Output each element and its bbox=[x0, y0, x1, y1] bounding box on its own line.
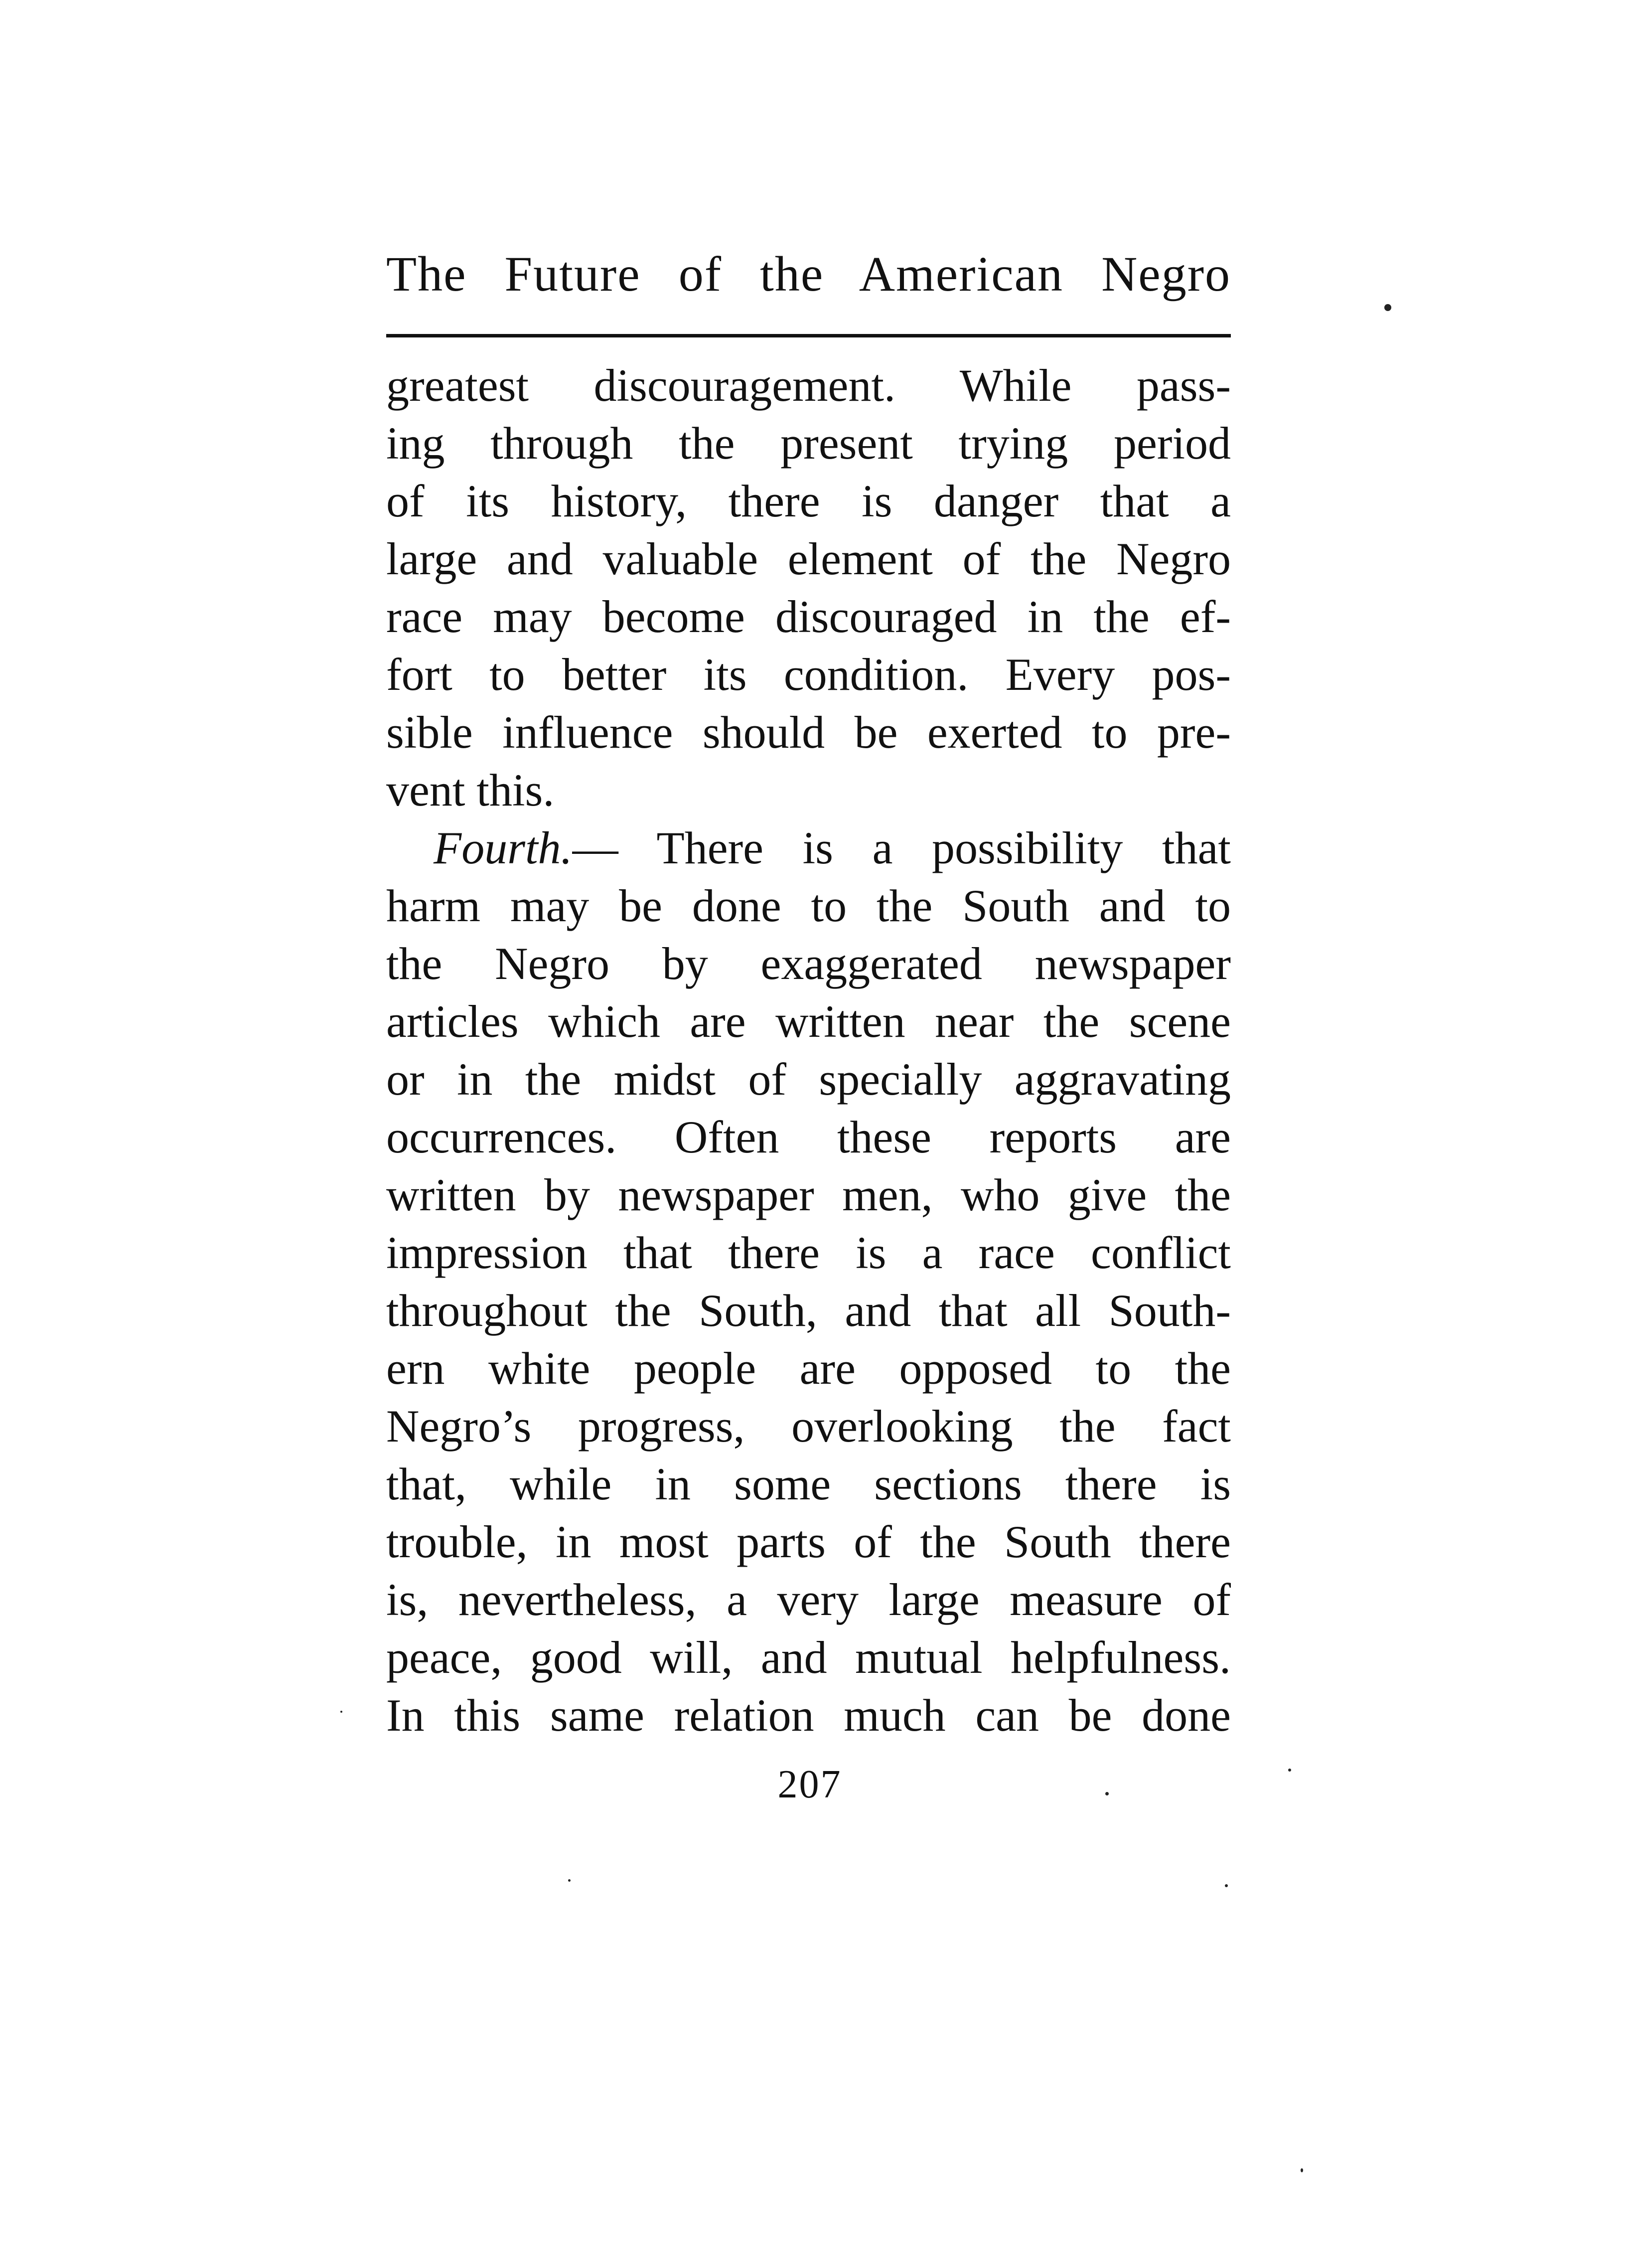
text-line: peace, good will, and mutual helpfulness. bbox=[386, 1632, 1231, 1683]
page-number: 207 bbox=[777, 1763, 842, 1806]
text-line: throughout the South, and that all South- bbox=[386, 1285, 1231, 1336]
header-rule bbox=[386, 334, 1231, 337]
scan-speck bbox=[340, 1711, 342, 1713]
paragraph-opening-line bbox=[386, 819, 1231, 877]
text-line: that, while in some sections there is bbox=[386, 1458, 1231, 1509]
text-line: written by newspaper men, who give the bbox=[386, 1169, 1231, 1220]
scan-speck bbox=[1301, 2168, 1303, 2172]
text-line: occurrences. Often these reports are bbox=[386, 1112, 1231, 1162]
text-line: large and valuable element of the Negro bbox=[386, 533, 1231, 584]
text-line: impression that there is a race conflict bbox=[386, 1227, 1231, 1278]
text-line: ing through the present trying period bbox=[386, 418, 1231, 469]
text-line: sible influence should be exerted to pre- bbox=[386, 707, 1231, 758]
scan-speck bbox=[1288, 1769, 1291, 1772]
text-line: fort to better its condition. Every pos- bbox=[386, 649, 1231, 700]
scan-speck bbox=[1384, 304, 1391, 311]
text-line: or in the midst of specially aggravating bbox=[386, 1054, 1231, 1105]
text-line: the Negro by exaggerated newspaper bbox=[386, 938, 1231, 989]
scan-speck bbox=[568, 1879, 571, 1882]
text-line: harm may be done to the South and to bbox=[386, 880, 1231, 931]
text-line: of its history, there is danger that a bbox=[386, 476, 1231, 526]
paragraph-opening-text: — There is a possibility that bbox=[572, 822, 1231, 873]
body-text bbox=[386, 356, 1231, 1744]
scan-speck bbox=[1105, 1792, 1109, 1795]
scan-speck bbox=[1225, 1884, 1228, 1887]
text-line: trouble, in most parts of the South there bbox=[386, 1516, 1231, 1567]
text-line: Negro’s progress, overlooking the fact bbox=[386, 1401, 1231, 1452]
paragraph-lead-word: Fourth. bbox=[434, 822, 573, 873]
text-line: race may become discouraged in the ef- bbox=[386, 591, 1231, 642]
text-line: articles which are written near the scene bbox=[386, 996, 1231, 1047]
text-line: ern white people are opposed to the bbox=[386, 1343, 1231, 1394]
text-line: greatest discouragement. While pass- bbox=[386, 360, 1231, 411]
text-line: is, nevertheless, a very large measure of bbox=[386, 1574, 1231, 1625]
text-line: In this same relation much can be done bbox=[386, 1690, 1231, 1741]
text-line: vent this. bbox=[386, 765, 555, 815]
running-head: The Future of the American Negro bbox=[386, 246, 1231, 302]
